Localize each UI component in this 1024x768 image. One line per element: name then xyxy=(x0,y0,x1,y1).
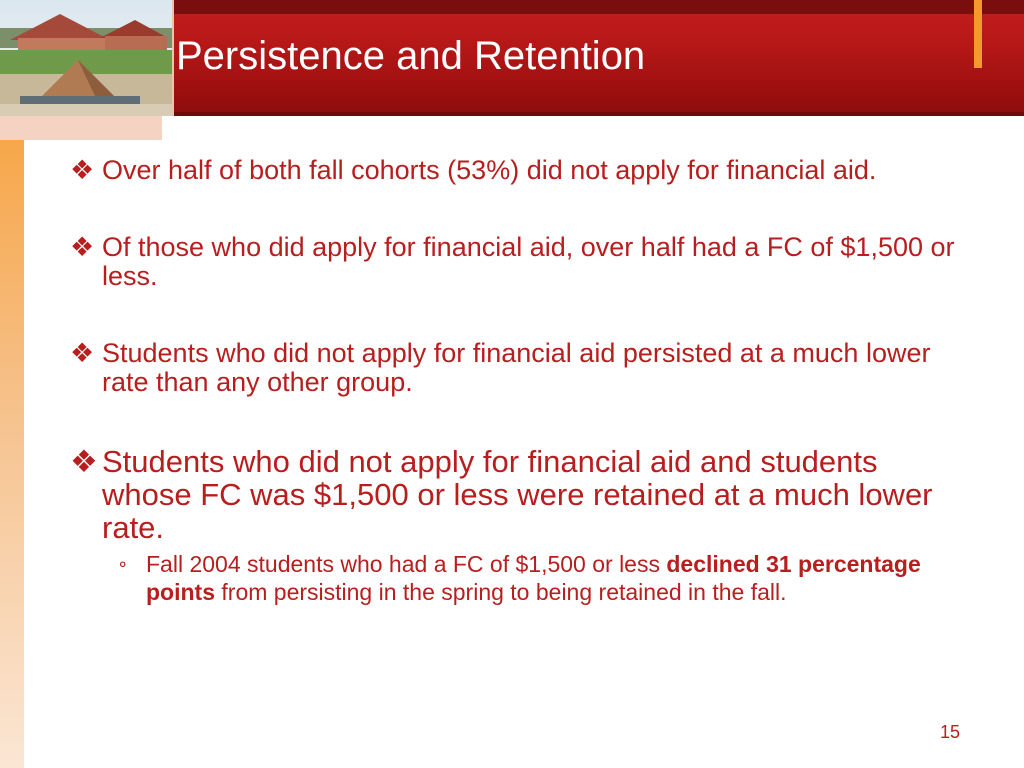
left-gradient-strip xyxy=(0,140,24,768)
sub-bullet-circle-icon: ⚬ xyxy=(116,557,130,574)
bullet-text: Of those who did apply for financial aid, over half had a FC of $1,500 or less. xyxy=(102,232,955,291)
sub-bullet-emphasis: declined 31 percentage points xyxy=(146,551,921,605)
bullet-text: Students who did not apply for financial aid and students whose FC was $1,500 or less were retained at a much lower rate. xyxy=(102,444,933,545)
sub-bullet-text-end: from persisting in the spring to being retained in the fall. xyxy=(215,579,787,605)
bullet-item xyxy=(70,233,970,291)
bullet-item xyxy=(70,156,970,185)
bullet-diamond-icon: ❖ xyxy=(70,444,98,479)
bullet-diamond-icon: ❖ xyxy=(70,338,95,368)
bullet-item xyxy=(70,339,970,397)
bullet-text: Students who did not apply for financial aid persisted at a much lower rate than any other group. xyxy=(102,338,931,397)
orange-accent-bar xyxy=(974,0,982,68)
sub-bullet-item xyxy=(116,550,970,606)
slide-title: Persistence and Retention xyxy=(176,34,646,78)
bullet-text: Over half of both fall cohorts (53%) did not apply for financial aid. xyxy=(102,155,877,185)
bullet-item xyxy=(70,445,970,544)
bullet-diamond-icon: ❖ xyxy=(70,232,95,262)
bullet-diamond-icon: ❖ xyxy=(70,155,95,185)
page-number: 15 xyxy=(940,722,961,742)
campus-photo xyxy=(0,0,174,116)
decorative-block xyxy=(0,116,162,140)
slide-body xyxy=(70,156,970,606)
sub-bullet-text-start: Fall 2004 students who had a FC of $1,500 or less xyxy=(146,551,667,577)
